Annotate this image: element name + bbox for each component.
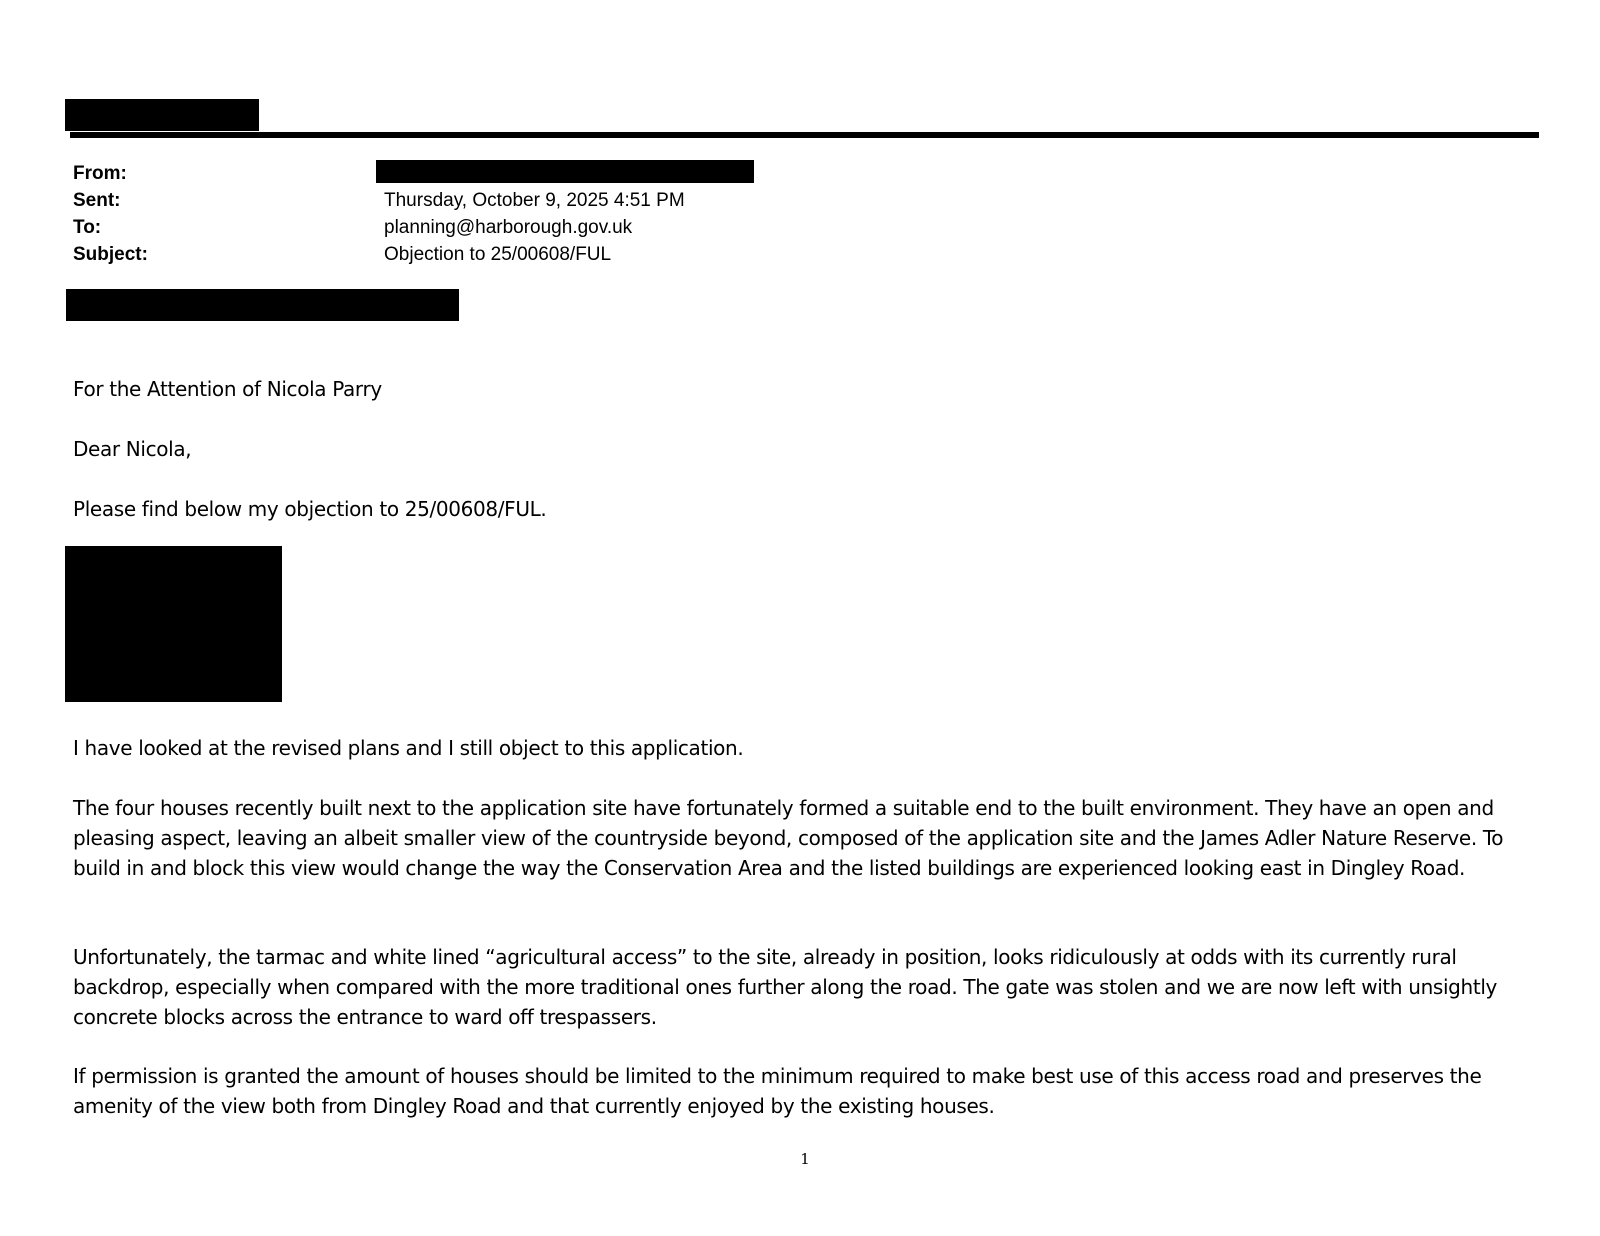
page-number: 1 (800, 1150, 810, 1168)
body-paragraph: If permission is granted the amount of houses should be limited to the minimum required to make best use of this access road and preserves the amenity of the view both from Dingley Road and that currently enjoyed by the existing houses. (73, 1064, 1482, 1118)
from-label: From: (73, 163, 127, 184)
redaction-block-sender-name (65, 99, 259, 131)
sent-label: Sent: (73, 190, 121, 211)
sent-value: Thursday, October 9, 2025 4:51 PM (384, 190, 685, 211)
header-divider (70, 132, 1539, 138)
intro-line: Please find below my objection to 25/00608/FUL. (73, 497, 547, 521)
attention-line: For the Attention of Nicola Parry (73, 377, 382, 401)
greeting-line: Dear Nicola, (73, 437, 192, 461)
redaction-block-address (65, 546, 282, 702)
subject-label: Subject: (73, 244, 148, 265)
body-paragraph: Unfortunately, the tarmac and white lined “agricultural access” to the site, already in position, looks ridiculously at odds with its currently rural backdrop, especially when compared with the more traditional ones further along the road. The gate was stolen and we are now left with unsightly concrete blocks across the entrance to ward off trespassers. (73, 945, 1498, 1029)
body-paragraph: I have looked at the revised plans and I still object to this application. (73, 736, 744, 760)
body-paragraph: The four houses recently built next to the application site have fortunately formed a suitable end to the built environment. They have an open and pleasing aspect, leaving an albeit smaller view of the countryside beyond, composed of the application site and the James Adler Nature Reserve. To build in and block this view would change the way the Conservation Area and the listed buildings are experienced looking east in Dingley Road. (73, 796, 1504, 880)
subject-value: Objection to 25/00608/FUL (384, 244, 612, 265)
to-value: planning@harborough.gov.uk (384, 217, 633, 238)
to-label: To: (73, 217, 102, 238)
redaction-block-recipient (66, 289, 459, 321)
redaction-block-from-address (376, 160, 754, 183)
